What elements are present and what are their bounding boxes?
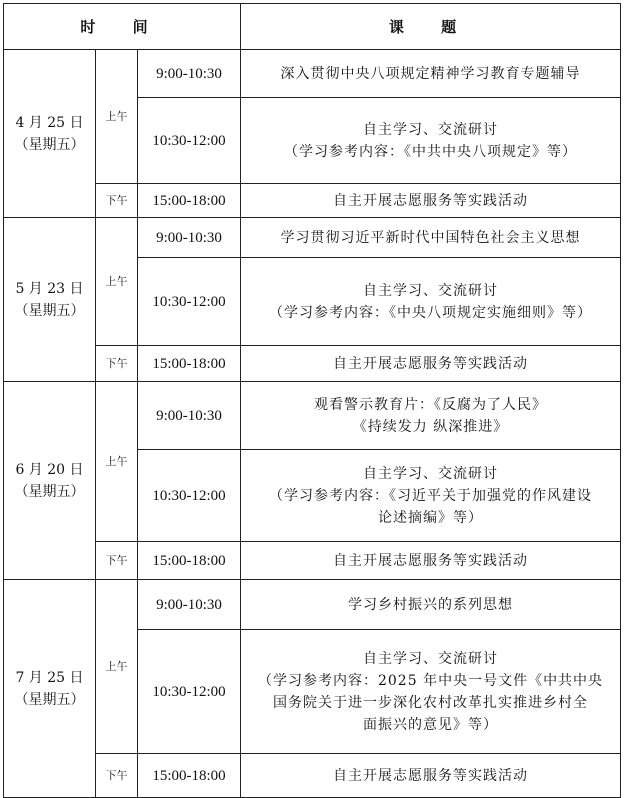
weekday-text: （星期五）	[14, 691, 85, 708]
date-cell	[4, 382, 96, 580]
time-cell: 10:30-12:00	[138, 98, 241, 184]
topic-line: （学习参考内容：2025 年中央一号文件《中共中央	[257, 672, 604, 689]
weekday-text: （星期五）	[14, 136, 85, 153]
weekday-text: （星期五）	[14, 302, 85, 319]
topic-line: 自主开展志愿服务等实践活动	[333, 192, 529, 209]
time-cell: 15:00-18:00	[138, 542, 241, 580]
topic-line: 自主开展志愿服务等实践活动	[333, 355, 529, 372]
date-cell	[4, 580, 96, 798]
time-cell: 10:30-12:00	[138, 630, 241, 754]
topic-line: 《持续发力 纵深推进》	[352, 418, 509, 435]
date-text: 5 月 23 日	[15, 280, 84, 297]
topic-line: 论述摘编》等）	[378, 509, 484, 526]
topic-cell	[241, 258, 621, 346]
time-cell: 9:00-10:30	[138, 382, 241, 450]
topic-line: 自主开展志愿服务等实践活动	[333, 552, 529, 569]
topic-line: 学习乡村振兴的系列思想	[348, 596, 514, 613]
time-cell: 9:00-10:30	[138, 50, 241, 98]
table-row	[4, 542, 621, 580]
topic-line: 观看警示教育片：《反腐为了人民》	[314, 396, 548, 413]
am-label: 上午	[96, 382, 138, 542]
time-cell: 15:00-18:00	[138, 346, 241, 382]
pm-label: 下午	[96, 184, 138, 218]
topic-cell	[241, 542, 621, 580]
header-row	[4, 4, 621, 50]
time-cell: 10:30-12:00	[138, 450, 241, 542]
table-row	[4, 218, 621, 258]
header-topic: 课 题	[241, 4, 621, 50]
topic-line: （学习参考内容：《中央八项规定实施细则》等）	[269, 304, 593, 321]
topic-line: 自主开展志愿服务等实践活动	[333, 767, 529, 784]
table-row	[4, 382, 621, 450]
topic-line: （学习参考内容：《习近平关于加强党的作风建设	[269, 487, 593, 504]
date-text: 4 月 25 日	[15, 114, 84, 131]
topic-cell	[241, 630, 621, 754]
topic-cell	[241, 580, 621, 630]
table-row	[4, 50, 621, 98]
topic-cell	[241, 218, 621, 258]
pm-label: 下午	[96, 754, 138, 798]
topic-cell	[241, 754, 621, 798]
schedule-table	[3, 3, 621, 798]
time-cell: 9:00-10:30	[138, 580, 241, 630]
table-row	[4, 346, 621, 382]
topic-line: 自主学习、交流研讨	[363, 282, 499, 299]
am-label: 上午	[96, 580, 138, 754]
date-text: 6 月 20 日	[15, 461, 84, 478]
topic-cell	[241, 184, 621, 218]
date-cell	[4, 218, 96, 382]
date-cell	[4, 50, 96, 218]
topic-cell	[241, 346, 621, 382]
am-label: 上午	[96, 218, 138, 346]
date-text: 7 月 25 日	[15, 669, 84, 686]
time-cell: 9:00-10:30	[138, 218, 241, 258]
topic-line: 自主学习、交流研讨	[363, 121, 499, 138]
topic-cell	[241, 98, 621, 184]
weekday-text: （星期五）	[14, 483, 85, 500]
topic-cell	[241, 50, 621, 98]
table-row	[4, 754, 621, 798]
topic-line: 面振兴的意见》等）	[363, 716, 499, 733]
table-row	[4, 184, 621, 218]
topic-line: （学习参考内容：《中共中央八项规定》等）	[284, 143, 578, 160]
topic-line: 学习贯彻习近平新时代中国特色社会主义思想	[280, 229, 581, 246]
topic-cell	[241, 450, 621, 542]
topic-line: 自主学习、交流研讨	[363, 465, 499, 482]
topic-line: 国务院关于进一步深化农村改革扎实推进乡村全	[273, 694, 589, 711]
table-row	[4, 580, 621, 630]
topic-line: 深入贯彻中央八项规定精神学习教育专题辅导	[280, 65, 581, 82]
topic-cell	[241, 382, 621, 450]
time-cell: 10:30-12:00	[138, 258, 241, 346]
topic-line: 自主学习、交流研讨	[363, 650, 499, 667]
pm-label: 下午	[96, 346, 138, 382]
header-time: 时 间	[4, 4, 241, 50]
time-cell: 15:00-18:00	[138, 184, 241, 218]
pm-label: 下午	[96, 542, 138, 580]
time-cell: 15:00-18:00	[138, 754, 241, 798]
am-label: 上午	[96, 50, 138, 184]
